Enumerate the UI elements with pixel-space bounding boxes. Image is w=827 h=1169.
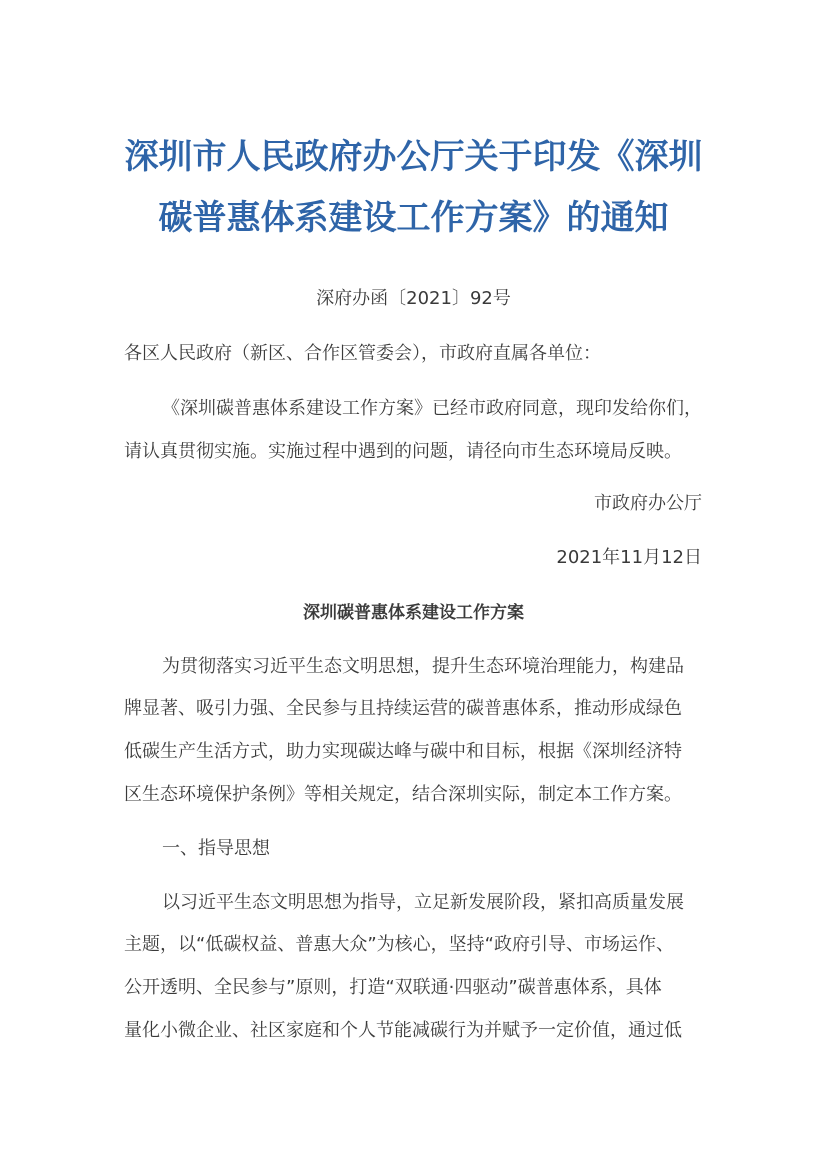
issue-date: 2021年11月12日 [556,547,702,568]
notice-paragraph-line-1: 《深圳碳普惠体系建设工作方案》已经市政府同意，现印发给你们， [162,398,702,419]
plan-title: 深圳碳普惠体系建设工作方案 [303,603,524,623]
section-1-line-1: 以习近平生态文明思想为指导，立足新发展阶段，紧扣高质量发展 [162,892,684,913]
intro-line-1: 为贯彻落实习近平生态文明思想，提升生态环境治理能力，构建品 [162,656,684,677]
document-number: 深府办函〔2021〕92号 [316,288,511,309]
section-1-heading: 一、指导思想 [162,838,270,859]
issuer: 市政府办公厅 [594,493,702,514]
intro-line-4: 区生态环境保护条例》等相关规定，结合深圳实际，制定本工作方案。 [124,784,682,805]
addressee: 各区人民政府（新区、合作区管委会），市政府直属各单位： [124,343,601,364]
document-title-line-1: 深圳市人民政府办公厅关于印发《深圳 [124,137,703,177]
intro-line-3: 低碳生产生活方式，助力实现碳达峰与碳中和目标，根据《深圳经济特 [124,741,682,762]
notice-paragraph-line-2: 请认真贯彻实施。实施过程中遇到的问题，请径向市生态环境局反映。 [124,441,682,462]
section-1-line-4: 量化小微企业、社区家庭和个人节能减碳行为并赋予一定价值，通过低 [124,1020,682,1041]
section-1-line-2: 主题，以“低碳权益、普惠大众”为核心，坚持“政府引导、市场运作、 [124,934,674,955]
document-title-line-2: 碳普惠体系建设工作方案》的通知 [158,198,669,238]
section-1-line-3: 公开透明、全民参与”原则，打造“双联通·四驱动”碳普惠体系，具体 [124,977,662,998]
intro-line-2: 牌显著、吸引力强、全民参与且持续运营的碳普惠体系，推动形成绿色 [124,698,682,719]
